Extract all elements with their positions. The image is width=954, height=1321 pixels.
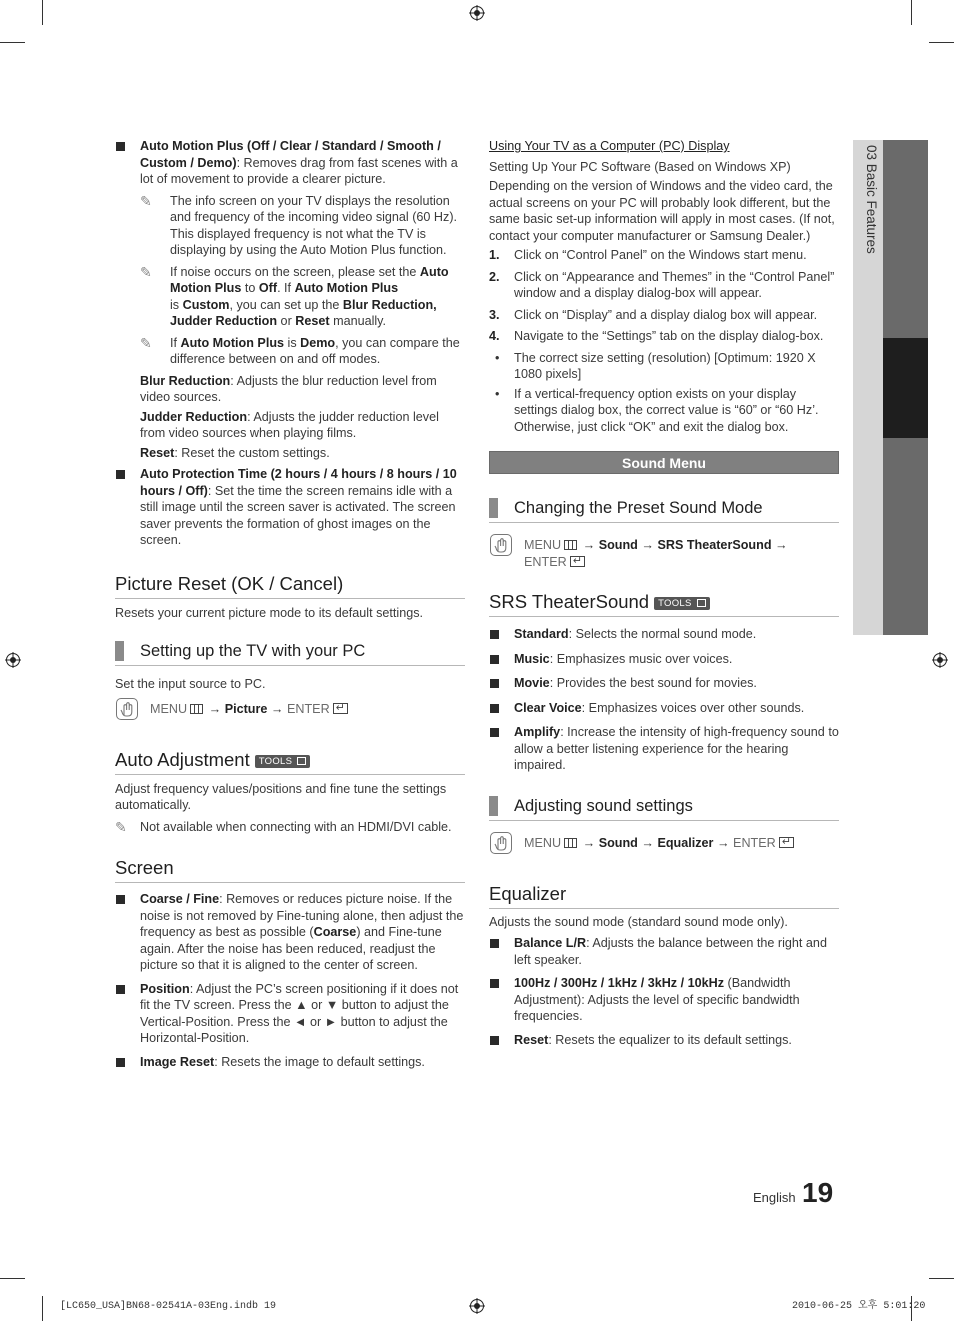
- pc-setup-heading: Setting up the TV with your PC: [115, 641, 465, 666]
- chapter-tab-active: [883, 338, 928, 438]
- pc-intro: Depending on the version of Windows and the video card, the actual screens on your PC will probably look different, but the same basic set-up information will apply in most cases. (If not, contact your computer manufacturer or Samsung Dealer.): [489, 179, 835, 243]
- equalizer-desc: Adjusts the sound mode (standard sound mode only).: [489, 914, 788, 929]
- hand-icon: [490, 832, 512, 854]
- note: [140, 264, 465, 330]
- note-pencil-icon: ✎: [140, 263, 152, 280]
- crop-mark: [42, 1296, 43, 1321]
- registration-mark-icon: [5, 652, 21, 668]
- chapter-tab-label: 03 Basic Features: [864, 145, 879, 254]
- note-pencil-icon: ✎: [140, 334, 152, 351]
- auto-motion-plus-item: [115, 138, 465, 461]
- picture-reset-desc: Resets your current picture mode to its default settings.: [115, 605, 423, 620]
- pc-software-subheading: Setting Up Your PC Software (Based on Windows XP): [489, 159, 791, 174]
- srs-heading: SRS TheaterSound TOOLS: [489, 591, 839, 617]
- eq-reset-item: Reset: Resets the equalizer to its default settings.: [489, 1032, 839, 1049]
- note-text: If noise occurs on the screen, please set the Auto Motion Plus to Off. If Auto Motion Plus is Custom, you can set up the Blur Reduction, Judder Reduction or Reset manually.: [170, 264, 449, 328]
- picture-reset-heading: Picture Reset (OK / Cancel): [115, 573, 465, 599]
- clear-voice-item: Clear Voice: Emphasizes voices over other sounds.: [489, 700, 839, 717]
- balance-item: Balance L/R: Adjusts the balance between the right and left speaker.: [489, 935, 839, 968]
- right-column: [489, 138, 839, 1048]
- note-pencil-icon: ✎: [140, 192, 152, 209]
- blur-reduction: Blur Reduction: Adjusts the blur reduction level from video sources.: [140, 373, 437, 404]
- position-item: Position: Adjust the PC’s screen positioning if it does not fit the TV screen. Press the ▲ or ▼ button to adjust the Vertical-Position. Press the ◄ or ► button to adjust the Horizontal-Position.: [115, 981, 465, 1047]
- enter-icon: [333, 703, 348, 714]
- movie-item: Movie: Provides the best sound for movies.: [489, 675, 839, 692]
- crop-mark: [929, 42, 954, 43]
- hand-icon: [490, 534, 512, 556]
- print-slug-file: [LC650_USA]BN68-02541A-03Eng.indb 19: [60, 1301, 277, 1312]
- menu-path: MENU → Picture → ENTER↵: [115, 701, 465, 727]
- step-item: 2. Click on “Appearance and Themes” in the “Control Panel” window and a display dialog-box will appear.: [489, 269, 835, 300]
- standard-item: Standard: Selects the normal sound mode.: [489, 626, 839, 643]
- left-column: [115, 138, 465, 1070]
- coarse-fine-item: Coarse / Fine: Removes or reduces picture noise. If the noise is not removed by Fine-tuning alone, then adjust the frequency as best as possible (Coarse) and Fine-tune again. After the noise has been reduced, readjust the picture so that it is aligned to the center of screen.: [115, 891, 465, 974]
- crop-mark: [42, 0, 43, 25]
- bullet-item: • The correct size setting (resolution) [Optimum: 1920 X 1080 pixels]: [489, 350, 839, 383]
- preset-sound-heading: Changing the Preset Sound Mode: [489, 498, 839, 523]
- screen-heading: Screen: [115, 857, 465, 883]
- note-text: The info screen on your TV displays the resolution and frequency of the incoming video signal (60 Hz). This displayed frequency is not what the TV is displaying by using the Auto Motion Plus function.: [170, 193, 458, 257]
- bullet-item: • If a vertical-frequency option exists on your display settings dialog box, the correct value is “60” or “60 Hz’. Otherwise, just click “OK” and exit the dialog box.: [489, 386, 839, 436]
- auto-adjustment-heading: Auto Adjustment TOOLS: [115, 749, 465, 775]
- image-reset-item: Image Reset: Resets the image to default settings.: [115, 1054, 465, 1071]
- adjusting-sound-heading: Adjusting sound settings: [489, 796, 839, 821]
- crop-mark: [929, 1278, 954, 1279]
- pc-display-heading: Using Your TV as a Computer (PC) Display: [489, 139, 730, 153]
- step-item: 4. Navigate to the “Settings” tab on the display dialog-box.: [489, 329, 824, 343]
- crop-mark: [0, 42, 25, 43]
- crop-mark: [911, 0, 912, 25]
- tools-badge-icon: TOOLS: [255, 755, 311, 768]
- menu-grid-icon: [564, 540, 577, 550]
- auto-adjustment-desc: Adjust frequency values/positions and fine tune the settings automatically.: [115, 781, 447, 812]
- step-item: 3. Click on “Display” and a display dialog box will appear.: [489, 307, 818, 322]
- step-item: 1. Click on “Control Panel” on the Windows start menu.: [489, 248, 807, 262]
- hand-icon: [116, 698, 138, 720]
- menu-path: MENU → Sound → SRS TheaterSound → ENTER↵: [489, 537, 839, 570]
- reset-item: Reset: Reset the custom settings.: [140, 445, 330, 460]
- item-desc: : Removes drag from fast scenes with a lot of movement to provide a clearer picture.: [140, 155, 458, 186]
- footer-language: English: [753, 1190, 796, 1205]
- tools-badge-icon: TOOLS: [654, 597, 710, 610]
- item-title: Auto Motion Plus (Off / Clear / Standard / Smooth / Custom / Demo): [140, 139, 441, 170]
- note-pencil-icon: ✎: [115, 818, 127, 835]
- enter-icon: [570, 556, 585, 567]
- registration-mark-icon: [469, 1298, 485, 1314]
- registration-mark-icon: [932, 652, 948, 668]
- chapter-tab: [853, 140, 928, 635]
- enter-icon: [779, 837, 794, 848]
- page-number: 19: [802, 1177, 834, 1208]
- note: [140, 335, 465, 368]
- registration-mark-icon: [469, 5, 485, 21]
- judder-reduction: Judder Reduction: Adjusts the judder reduction level from video sources when playing films.: [140, 409, 439, 440]
- note: [140, 193, 465, 259]
- pc-setup-desc: Set the input source to PC.: [115, 677, 266, 691]
- note-text: If Auto Motion Plus is Demo, you can compare the difference between on and off modes.: [170, 335, 460, 366]
- sound-menu-banner: Sound Menu: [489, 451, 839, 474]
- auto-adjustment-note: ✎ Not available when connecting with an HDMI/DVI cable.: [115, 818, 452, 835]
- crop-mark: [0, 1278, 25, 1279]
- music-item: Music: Emphasizes music over voices.: [489, 651, 839, 668]
- bandwidth-item: 100Hz / 300Hz / 1kHz / 3kHz / 10kHz (Bandwidth Adjustment): Adjusts the level of specific bandwidth frequencies.: [489, 975, 839, 1025]
- auto-protection-time-item: Auto Protection Time (2 hours / 4 hours / 8 hours / 10 hours / Off): Set the time the screen remains idle with a still image until the screen saver is activated. The screen saver prevents the formation of ghost images on the screen.: [115, 466, 465, 549]
- equalizer-heading: Equalizer: [489, 883, 839, 909]
- menu-grid-icon: [190, 704, 203, 714]
- menu-grid-icon: [564, 838, 577, 848]
- amplify-item: Amplify: Increase the intensity of high-frequency sound to allow a better listening experience for the hearing impaired.: [489, 724, 839, 774]
- menu-path: MENU → Sound → Equalizer → ENTER↵: [489, 835, 839, 861]
- print-slug-date: 2010-06-25 오후 5:01:20: [792, 1301, 926, 1312]
